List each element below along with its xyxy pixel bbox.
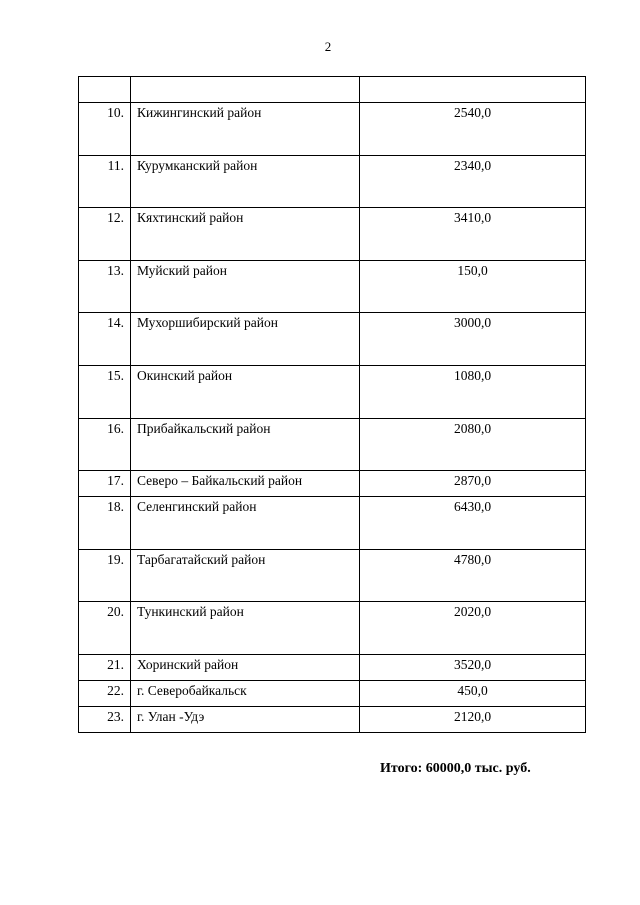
header-cell-name xyxy=(131,77,360,103)
amount-value: 2080,0 xyxy=(453,420,492,436)
district-name-cell xyxy=(131,365,360,418)
row-number: 10. xyxy=(107,105,124,120)
table-row xyxy=(79,260,586,313)
district-name: г. Улан -Удэ xyxy=(137,708,205,724)
district-name: Кяхтинский район xyxy=(137,210,244,226)
table-row xyxy=(79,654,586,680)
district-name: Северо – Байкальский район xyxy=(137,473,303,489)
amount-cell xyxy=(360,497,586,550)
row-number: 15. xyxy=(107,367,124,383)
amount-value: 6430,0 xyxy=(453,499,492,515)
district-name: Хоринский район xyxy=(137,656,239,672)
row-number-cell xyxy=(79,680,131,706)
row-number: 17. xyxy=(107,473,124,489)
amount-value: 2870,0 xyxy=(453,473,492,489)
row-number-cell xyxy=(79,313,131,366)
row-number-cell xyxy=(79,418,131,471)
table-row xyxy=(79,418,586,471)
page-number: 2 xyxy=(324,39,332,54)
row-number-cell xyxy=(79,208,131,261)
header-cell-sum xyxy=(360,77,586,103)
amount-cell xyxy=(360,208,586,261)
district-name-cell xyxy=(131,313,360,366)
table-row xyxy=(79,103,586,156)
table-row xyxy=(79,497,586,550)
row-number-cell xyxy=(79,602,131,655)
table-row xyxy=(79,602,586,655)
row-number: 14. xyxy=(107,315,124,331)
district-name-cell xyxy=(131,208,360,261)
table-row xyxy=(79,155,586,208)
row-number-cell xyxy=(79,471,131,497)
header-cell-num xyxy=(79,77,131,103)
total-line: Итого: 60000,0 тыс. руб. xyxy=(380,761,531,776)
amount-value: 4780,0 xyxy=(453,551,492,567)
row-number-cell xyxy=(79,654,131,680)
amount-value: 150,0 xyxy=(457,262,488,278)
district-name-cell xyxy=(131,654,360,680)
district-name-cell xyxy=(131,680,360,706)
district-name: Мухоршибирский район xyxy=(137,315,278,331)
district-name: Курумканский район xyxy=(137,157,258,173)
amount-value: 2340,0 xyxy=(453,157,492,173)
amount-cell xyxy=(360,365,586,418)
row-number: 22. xyxy=(107,682,124,698)
amount-value: 3410,0 xyxy=(453,210,492,226)
amount-value: 2540,0 xyxy=(453,105,492,120)
amount-cell xyxy=(360,471,586,497)
amount-cell xyxy=(360,654,586,680)
amount-cell xyxy=(360,260,586,313)
row-number-cell xyxy=(79,155,131,208)
amount-cell xyxy=(360,418,586,471)
row-number-cell xyxy=(79,365,131,418)
row-number: 16. xyxy=(107,420,124,436)
row-number: 11. xyxy=(107,157,124,173)
row-number: 19. xyxy=(107,551,124,567)
district-name: Прибайкальский район xyxy=(137,420,271,436)
amount-cell xyxy=(360,706,586,732)
amount-value: 3520,0 xyxy=(453,656,492,672)
row-number: 12. xyxy=(107,210,124,226)
table-row xyxy=(79,208,586,261)
amount-cell xyxy=(360,155,586,208)
amount-cell xyxy=(360,313,586,366)
amount-cell xyxy=(360,549,586,602)
row-number-cell xyxy=(79,497,131,550)
row-number-cell xyxy=(79,260,131,313)
row-number-cell xyxy=(79,549,131,602)
row-number: 21. xyxy=(107,656,124,672)
district-name: Кижингинский район xyxy=(137,105,262,120)
district-name: г. Северобайкальск xyxy=(137,682,247,698)
row-number: 18. xyxy=(107,499,124,515)
district-name-cell xyxy=(131,602,360,655)
amount-cell xyxy=(360,602,586,655)
district-name-cell xyxy=(131,155,360,208)
district-name-cell xyxy=(131,706,360,732)
district-name-cell xyxy=(131,418,360,471)
district-name-cell xyxy=(131,497,360,550)
district-name-cell xyxy=(131,260,360,313)
table-row xyxy=(79,549,586,602)
table-row xyxy=(79,680,586,706)
district-name: Тункинский район xyxy=(137,604,244,620)
amount-value: 2120,0 xyxy=(453,708,492,724)
table-row xyxy=(79,365,586,418)
table-row xyxy=(79,706,586,732)
amount-value: 3000,0 xyxy=(453,315,492,331)
amount-cell xyxy=(360,680,586,706)
amount-cell xyxy=(360,103,586,156)
row-number-cell xyxy=(79,103,131,156)
district-name: Селенгинский район xyxy=(137,499,257,515)
row-number: 23. xyxy=(107,708,124,724)
district-name-cell xyxy=(131,549,360,602)
district-name-cell xyxy=(131,103,360,156)
table-header-row xyxy=(79,77,586,103)
row-number-cell xyxy=(79,706,131,732)
district-name-cell xyxy=(131,471,360,497)
row-number: 13. xyxy=(107,262,124,278)
amount-value: 2020,0 xyxy=(453,604,492,620)
table-row xyxy=(79,313,586,366)
table-row xyxy=(79,471,586,497)
row-number: 20. xyxy=(107,604,124,620)
amount-value: 450,0 xyxy=(457,682,488,698)
district-name: Окинский район xyxy=(137,367,233,383)
allocation-table xyxy=(78,76,586,733)
amount-value: 1080,0 xyxy=(453,367,492,383)
district-name: Муйский район xyxy=(137,262,227,278)
district-name: Тарбагатайский район xyxy=(137,551,266,567)
